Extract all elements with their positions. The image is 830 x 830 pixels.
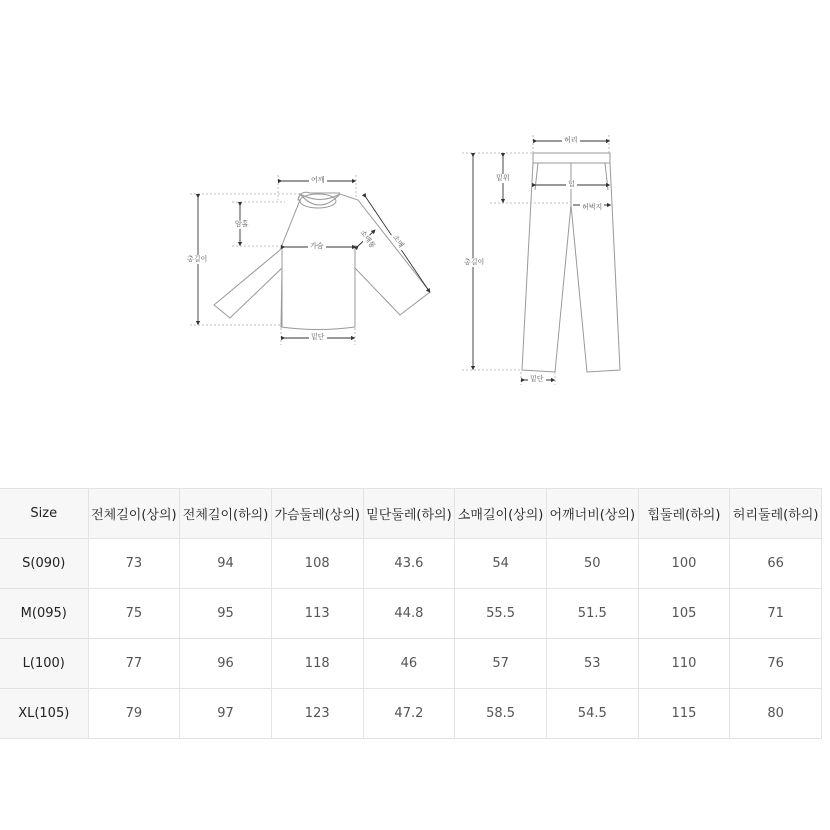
cell: 77 xyxy=(88,639,180,689)
cell: 75 xyxy=(88,589,180,639)
label-sleeve: 소매 xyxy=(389,232,406,252)
cell: 79 xyxy=(88,689,180,739)
cell: 73 xyxy=(88,539,180,589)
label-hip: 힙 xyxy=(568,180,575,188)
cell: 94 xyxy=(180,539,272,589)
top-garment-icon xyxy=(214,192,430,329)
label-shoulder: 어깨 xyxy=(311,176,325,184)
cell: 110 xyxy=(638,639,730,689)
header-chest: 가슴둘레(상의) xyxy=(271,489,363,539)
header-shoulder: 어깨너비(상의) xyxy=(546,489,638,539)
cell: 55.5 xyxy=(455,589,547,639)
table-row xyxy=(0,539,822,589)
size-label: L(100) xyxy=(0,639,88,689)
table-row xyxy=(0,639,822,689)
header-waist: 허리둘레(하의) xyxy=(730,489,822,539)
table-header-row xyxy=(0,489,822,539)
label-sleeve-width: 소매통 xyxy=(356,227,377,252)
header-hem: 밑단둘레(하의) xyxy=(363,489,455,539)
cell: 57 xyxy=(455,639,547,689)
header-hip: 힙둘레(하의) xyxy=(638,489,730,539)
cell: 105 xyxy=(638,589,730,639)
label-hem-top: 밑단 xyxy=(311,333,325,341)
cell: 80 xyxy=(730,689,822,739)
cell: 123 xyxy=(271,689,363,739)
cell: 113 xyxy=(271,589,363,639)
cell: 95 xyxy=(180,589,272,639)
table-row xyxy=(0,689,822,739)
cell: 76 xyxy=(730,639,822,689)
label-waist: 허리 xyxy=(564,136,578,144)
cell: 46 xyxy=(363,639,455,689)
size-label: M(095) xyxy=(0,589,88,639)
label-total-length-bottom: 총길이 xyxy=(464,258,485,266)
cell: 44.8 xyxy=(363,589,455,639)
cell: 43.6 xyxy=(363,539,455,589)
size-label: XL(105) xyxy=(0,689,88,739)
cell: 115 xyxy=(638,689,730,739)
cell: 51.5 xyxy=(546,589,638,639)
label-total-length-top: 총길이 xyxy=(187,255,208,263)
header-sleeve: 소매길이(상의) xyxy=(455,489,547,539)
cell: 50 xyxy=(546,539,638,589)
header-size: Size xyxy=(0,489,88,539)
cell: 100 xyxy=(638,539,730,589)
cell: 58.5 xyxy=(455,689,547,739)
cell: 108 xyxy=(271,539,363,589)
label-thigh: 허벅지 xyxy=(582,203,603,211)
cell: 96 xyxy=(180,639,272,689)
table-row xyxy=(0,589,822,639)
cell: 47.2 xyxy=(363,689,455,739)
cell: 71 xyxy=(730,589,822,639)
cell: 66 xyxy=(730,539,822,589)
label-hem-bottom: 밑단 xyxy=(530,375,544,383)
label-chest: 가슴 xyxy=(310,242,324,250)
cell: 97 xyxy=(180,689,272,739)
size-label: S(090) xyxy=(0,539,88,589)
cell: 54 xyxy=(455,539,547,589)
label-armhole: 암홀 xyxy=(235,220,249,228)
cell: 53 xyxy=(546,639,638,689)
cell: 118 xyxy=(271,639,363,689)
header-top-length: 전체길이(상의) xyxy=(88,489,180,539)
header-bottom-length: 전체길이(하의) xyxy=(180,489,272,539)
label-rise: 밑위 xyxy=(496,174,510,182)
size-table xyxy=(0,488,822,739)
cell: 54.5 xyxy=(546,689,638,739)
